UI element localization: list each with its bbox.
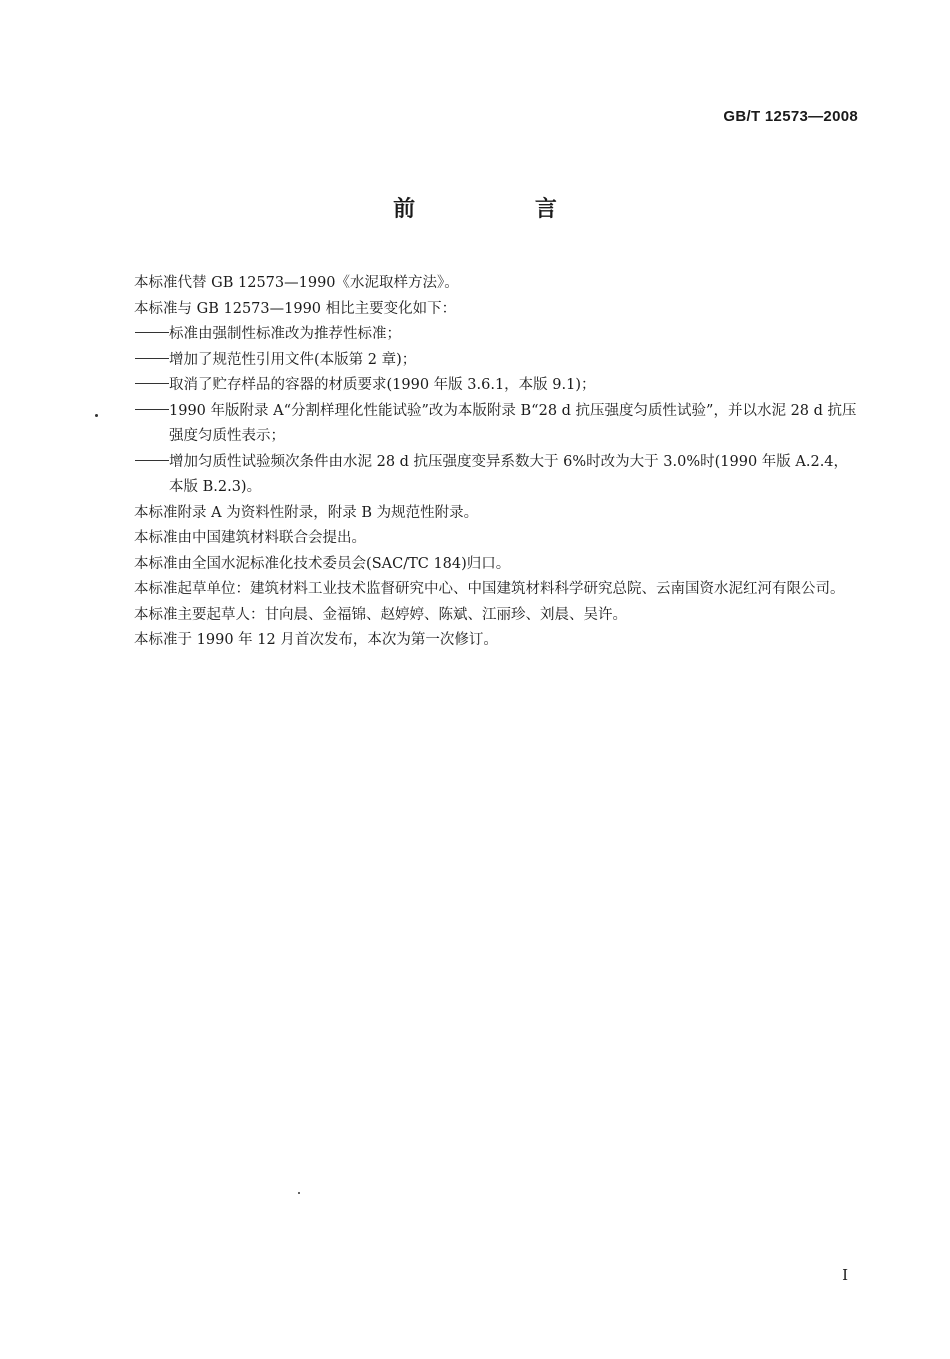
page-title: 前 言 [393,197,613,222]
paragraph: 本标准代替 GB 12573—1990《水泥取样方法》。 [134,275,459,291]
paragraph: 本标准主要起草人：甘向晨、金福锦、赵婷婷、陈斌、江丽珍、刘晨、吴许。 [134,606,628,623]
scan-speck [95,414,98,417]
dash-mark [135,332,169,334]
paragraph: 本标准由全国水泥标准化技术委员会(SAC/TC 184)归口。 [134,555,511,572]
dash-mark [135,409,169,411]
paragraph: 本标准由中国建筑材料联合会提出。 [134,530,367,546]
change-item: 1990 年版附录 A“分割样理化性能试验”改为本版附录 B“28 d 抗压强度匀质性试验”，并以水泥 28 d 抗压强度匀质性表示； [92,399,862,450]
standard-code: GB/T 12573—2008 [723,108,858,125]
foreword-body [92,271,862,654]
change-item: 增加了规范性引用文件(本版第 2 章)； [92,348,862,374]
change-item: 取消了贮存样品的容器的材质要求(1990 年版 3.6.1，本版 9.1)； [92,373,862,399]
change-item: 增加匀质性试验频次条件由水泥 28 d 抗压强度变异系数大于 6%时改为大于 3.0%时(1990 年版 A.2.4，本版 B.2.3)。 [92,450,862,501]
change-item: 标准由强制性标准改为推荐性标准； [92,322,862,348]
paragraph: 本标准附录 A 为资料性附录，附录 B 为规范性附录。 [134,504,479,521]
page-number: I [842,1266,848,1284]
dash-mark [135,460,169,462]
paragraph: 本标准于 1990 年 12 月首次发布，本次为第一次修订。 [134,632,498,648]
dash-mark [135,358,169,360]
scan-speck [298,1192,300,1194]
paragraph: 本标准与 GB 12573—1990 相比主要变化如下： [134,300,457,317]
paragraph: 本标准起草单位：建筑材料工业技术监督研究中心、中国建筑材料科学研究总院、云南国资水泥红河有限公司。 [134,581,845,597]
dash-mark [135,383,169,385]
